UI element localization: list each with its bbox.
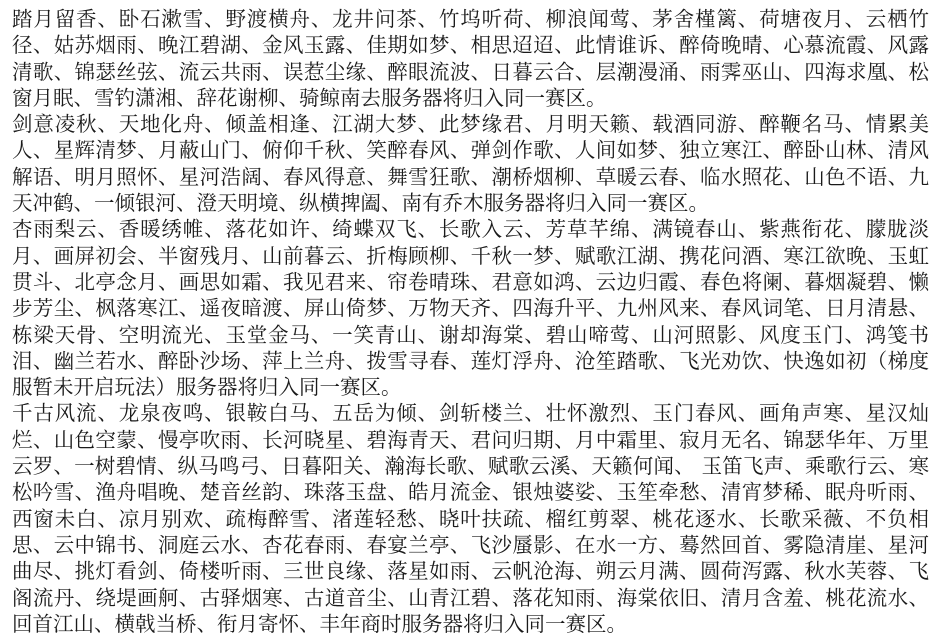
server-group-paragraph-2: 剑意凌秋、天地化舟、倾盖相逢、江湖大梦、此梦缘君、月明天籁、载酒同游、醉鞭名马、情累美人、星辉清梦、月蔽山门、俯仰千秋、笑醉春风、弹剑作歌、人间如梦、独立寒江、醉卧山林、清风解语、明月照怀、星河浩阔、春风得意、舞雪狂歌、潮桥烟柳、草暖云春、临水照花、山色不语、九天冲鹤、一倾银河、澄天明境、纵横捭阖、南有乔木服务器将归入同一赛区。 [12, 112, 929, 216]
server-group-paragraph-3: 杏雨梨云、香暖绣帷、落花如许、绮蝶双飞、长歌入云、芳草芊绵、满镜春山、紫燕衔花、朦胧淡月、画屏初会、半窗残月、山前暮云、折梅顾柳、千秋一梦、赋歌江湖、携花问酒、寒江欲晚、玉虹贯斗、北亭念月、画思如霜、我见君来、帘卷晴珠、君意如鸿、云边归霞、春色将阑、暮烟凝碧、懒步芳尘、枫落寒江、遥夜暗渡、屏山倚梦、万物天齐、四海升平、九州风来、春风词笔、日月清悬、栋梁天骨、空明流光、玉堂金马、一笑青山、谢却海棠、碧山啼莺、山河照影、风度玉门、鸿笺书泪、幽兰若水、醉卧沙场、萍上兰舟、拨雪寻春、莲灯浮舟、沧笙踏歌、飞光劝饮、快逸如初（梯度服暂未开启玩法）服务器将归入同一赛区。 [12, 217, 929, 400]
server-group-paragraph-4: 千古风流、龙泉夜鸣、银鞍白马、五岳为倾、剑斩楼兰、壮怀激烈、玉门春风、画角声寒、星汉灿烂、山色空蒙、慢亭吹雨、长河晓星、碧海青天、君问归期、月中霜里、寂月无名、锦瑟华年、万里云罗、一树碧情、纵马鸣弓、日暮阳关、瀚海长歌、赋歌云溪、天籁何闻、 玉笛飞声、乘歌行云、寒松吟雪、渔舟唱晚、楚音丝韵、珠落玉盘、皓月流金、银烛婆娑、玉笙牵愁、清宵梦稀、眠舟听雨、西窗未白、凉月别欢、疏梅醉雪、渚莲轻愁、晓叶扶疏、榴红剪翠、桃花逐水、长歌采薇、不负相思、云中锦书、洞庭云水、杏花春雨、春宴兰亭、飞沙蜃影、在水一方、蓦然回首、雾隐清崖、星河曲尽、挑灯看剑、倚楼听雨、三世良缘、落星如雨、云帆沧海、朔云月满、圆荷泻露、秋水芙蓉、飞阁流丹、绕堤画舸、古驿烟寒、古道音尘、山青江碧、落花知雨、海棠依旧、清月含羞、桃花流水、回首江山、横戟当桥、衔月寄怀、丰年商时服务器将归入同一赛区。 [12, 401, 929, 636]
server-group-paragraph-1: 踏月留香、卧石漱雪、野渡横舟、龙井问茶、竹坞听荷、柳浪闻莺、茅舍槿篱、荷塘夜月、云栖竹径、姑苏烟雨、晚江碧湖、金风玉露、佳期如梦、相思迢迢、此情谁诉、醉倚晚晴、心慕流霞、风露清歌、锦瑟丝弦、流云共雨、误惹尘缘、醉眼流波、日暮云合、层潮漫涌、雨霁巫山、四海求凰、松窗月眠、雪钓潇湘、辞花谢柳、骑鲸南去服务器将归入同一赛区。 [12, 7, 929, 110]
